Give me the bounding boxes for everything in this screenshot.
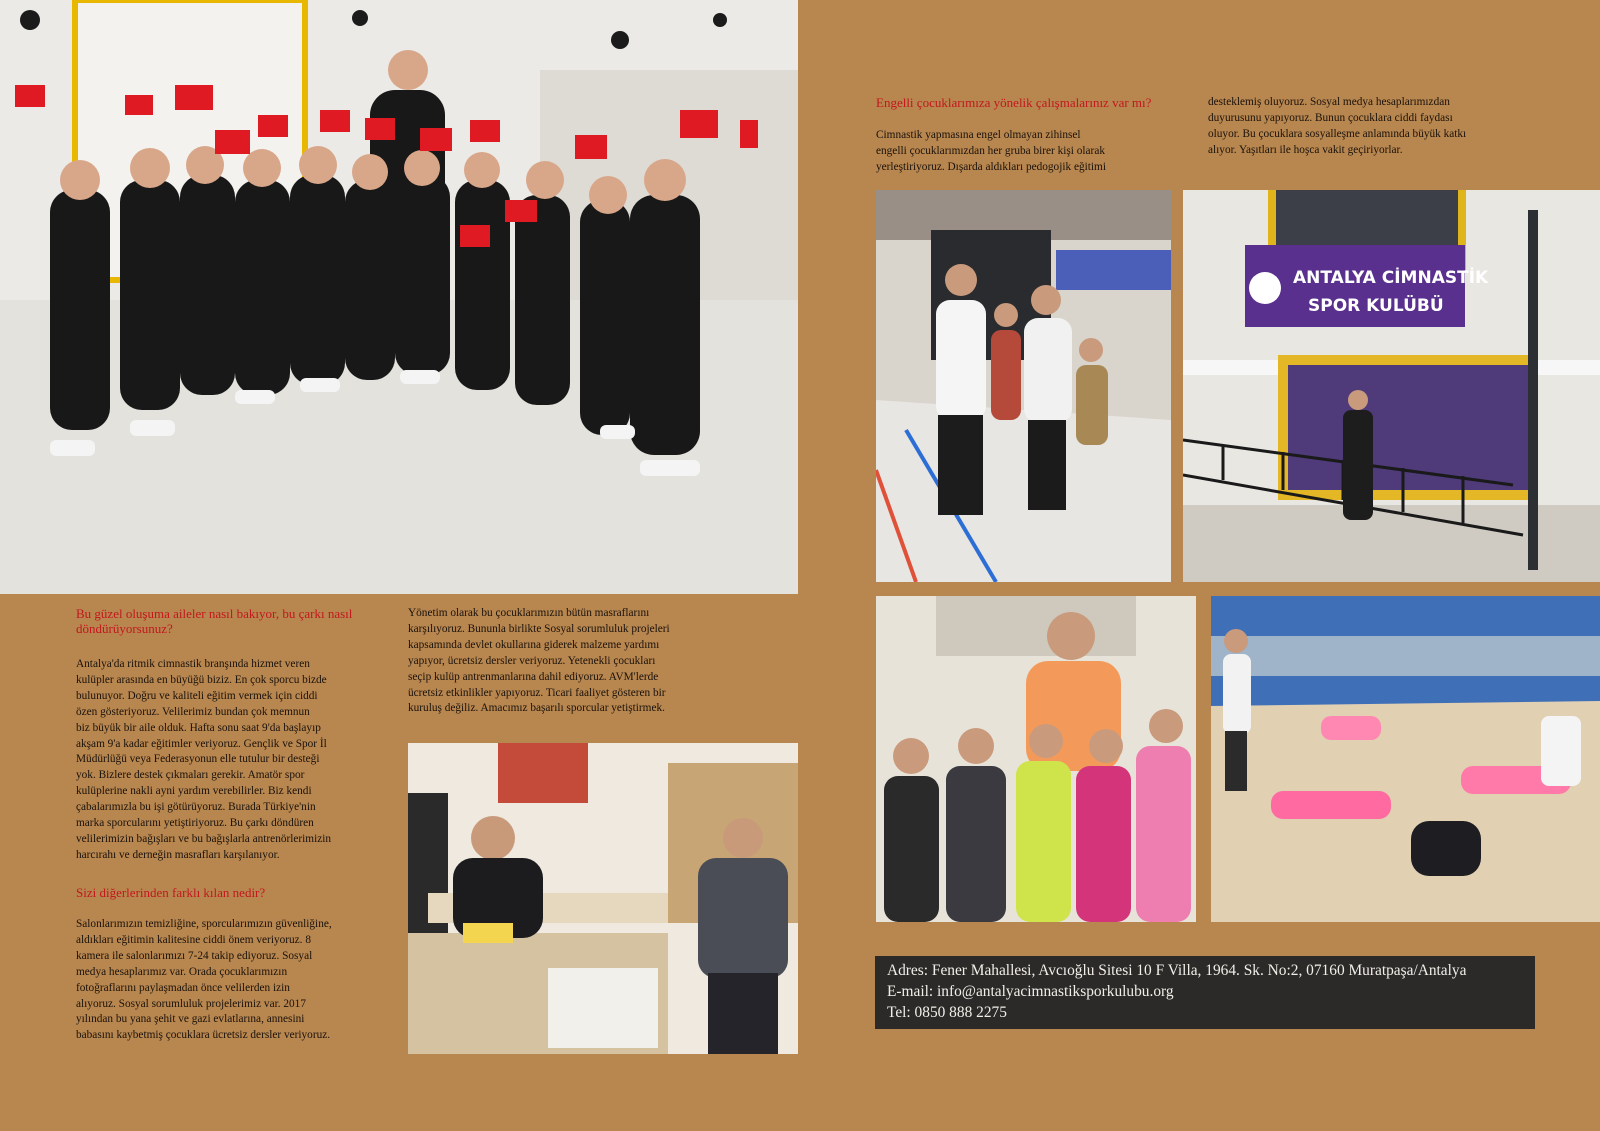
contact-email[interactable]: E-mail: info@antalyacimnastikspor​kulubu.org (887, 983, 1174, 1000)
answer-management (408, 606, 738, 717)
text-line: velilerimizin bağışları ve bu bağışlarla antrenörlerimizin (76, 832, 332, 845)
text-line: Yönetim olarak bu çocuklarımızın bütün masraflarını (408, 607, 650, 619)
text-line: harcırahı ve derneğin masrafları karşılanıyor. (76, 848, 280, 861)
contact-phone[interactable]: Tel: 0850 888 2275 (887, 1004, 1007, 1021)
text-line: kamera ile salonlarımızı 7-24 takip ediyoruz. Sosyal (76, 949, 313, 962)
photo-competition-hall (876, 190, 1171, 582)
text-line: alıyor. Yaşıtları ile hoşca vakit geçiriyorlar. (1208, 143, 1403, 156)
text-line: babasını kaybetmiş çocuklara ücretsiz dersler veriyoruz. (76, 1029, 331, 1042)
contact-address: Adres: Fener Mahallesi, Avcıoğlu Sitesi 10 F Villa, 1964. Sk. No:2, 07160 Muratpaşa/Antalya (887, 962, 1467, 979)
text-line: karşılıyoruz. Bununla birlikte Sosyal sorumluluk projeleri (408, 622, 670, 635)
text-line: alıyoruz. Sosyal sorumluluk projelerimiz var. 2017 (76, 997, 306, 1010)
text-line: fotoğraflarını paylaşmadan önce velilerden izin (76, 981, 290, 994)
text-line: yok. Bizlere destek çıkmaları gerekir. Amatör spor (76, 769, 305, 782)
text-line: yerleştiriyoruz. Dışarda aldıkları pedogojik eğitimi (876, 160, 1106, 173)
answer-families (76, 657, 394, 864)
text-line: kuruluş değiliz. Amacımız başarılı sporcular yetiştirmek. (408, 702, 665, 715)
text-line: marka sporcularını yetiştiriyoruz. Bu çarkı döndüren (76, 817, 314, 830)
text-line: kulüplerine nakli ayni yardım verebilirler. Biz kendi (76, 785, 312, 798)
club-sign-line1: ANTALYA CİMNASTİK (1293, 268, 1489, 288)
text-line: Müdürlüğü veya Federasyonun elle tutulur bir desteği (76, 753, 320, 766)
question-heading-families: Bu güzel oluşuma aileler nasıl bakıyor, bu çarkı nasıl döndürüyorsunuz? (76, 606, 353, 636)
text-line: ücretsiz etkinlikler yapıyoruz. Ticari faaliyet gösteren bir (408, 686, 666, 699)
text-line: seçip kulüp antrenmanlarına dahil ediyoruz. AVM'lerde (408, 670, 659, 683)
question-heading-difference: Sizi diğerlerinden farklı kılan nedir? (76, 885, 266, 900)
text-line: kulüpler arasında en büyüğü biziz. En çok sporcu bizde (76, 673, 327, 686)
photo-gymnasts-group (876, 596, 1196, 922)
text-line: oluyor. Bu çocuklara sosyalleşme anlamında büyük katkı (1208, 127, 1467, 140)
text-line: aldıkları eğitimin kalitesine ciddi önem veriyoruz. 8 (76, 933, 311, 946)
answer-disabled-children-part1 (876, 128, 1196, 176)
answer-disabled-children-part2 (1208, 95, 1548, 159)
text-line: yılından bu yana şehit ve gazi evlatlarına, annesini (76, 1013, 305, 1026)
text-line: Cimnastik yapmasına engel olmayan zihinsel (876, 129, 1081, 141)
photo-children-with-flags (0, 0, 798, 594)
text-line: duyurusunu yapıyoruz. Bunun çocuklara ciddi faydası (1208, 111, 1453, 124)
club-sign-line2: SPOR KULÜBÜ (1308, 296, 1444, 316)
text-line: kapsamında devlet okullarına giderek malzeme yardımı (408, 638, 660, 651)
photo-club-building (1183, 190, 1600, 582)
photo-gymnasts-training (1211, 596, 1600, 922)
text-line: Salonlarımızın temizliğine, sporcularımızın güvenliğine, (76, 918, 332, 930)
text-line: desteklemiş oluyoruz. Sosyal medya hesaplarımızdan (1208, 96, 1450, 108)
contact-info-box (875, 956, 1535, 1029)
text-line: Antalya'da ritmik cimnastik branşında hizmet veren (76, 658, 310, 670)
text-line: biz büyük bir aile olduk. Hafta sonu saat 9'da başlayıp (76, 721, 321, 734)
text-line: medya hesaplarımız var. Orada çocuklarımızın (76, 965, 288, 978)
text-line: çabalarımızla bu işi götürüyoruz. Burada Türkiye'nin (76, 801, 316, 814)
text-line: akşam 9'a kadar eğitimler veriyoruz. Gençlik ve Spor İl (76, 737, 327, 750)
answer-difference (76, 917, 394, 1044)
text-line: özen gösteriyoruz. Velilerimiz bundan çok memnun (76, 705, 310, 718)
text-line: bulunuyor. Doğru ve kaliteli eğitim vermek için ciddi (76, 689, 318, 702)
photo-office-meeting (408, 743, 798, 1054)
text-line: yapıyor, ücretsiz dersler veriyoruz. Yetenekli çocukları (408, 654, 656, 667)
question-heading-disabled-children: Engelli çocuklarımıza yönelik çalışmalarınız var mı? (876, 95, 1152, 110)
text-line: engelli çocuklarımızdan her gruba birer kişi olarak (876, 144, 1105, 157)
